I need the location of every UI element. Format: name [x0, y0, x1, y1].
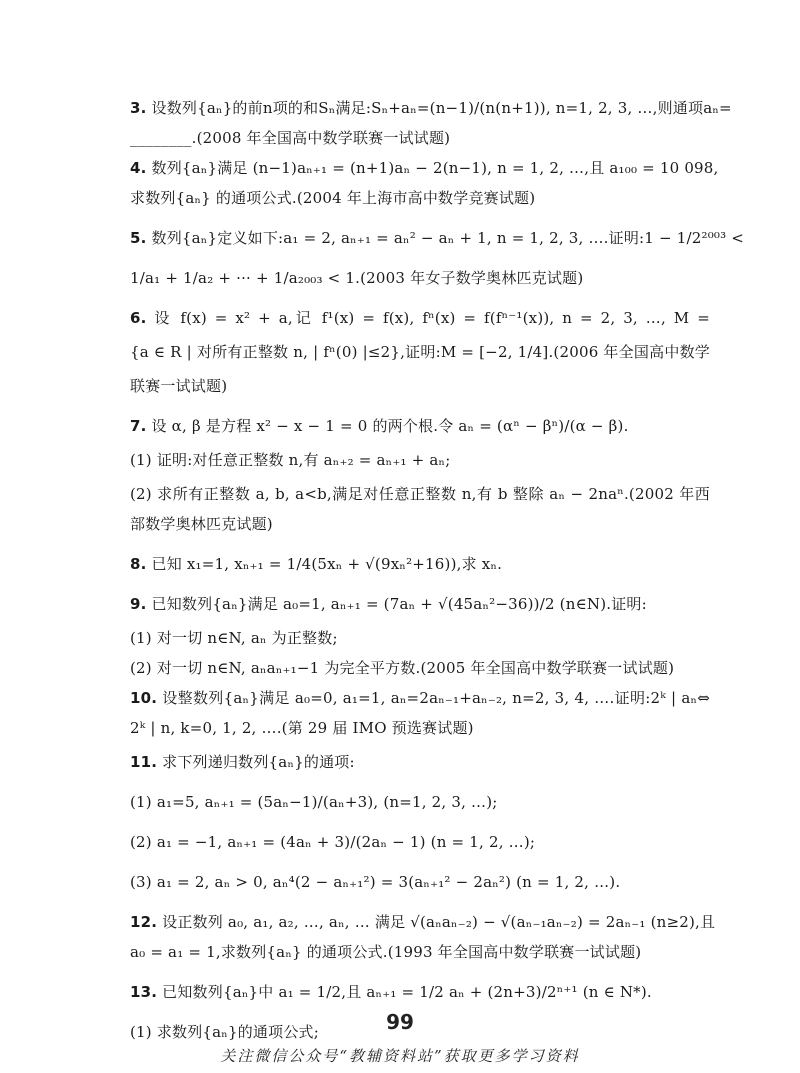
problem-text: 已知数列{aₙ}中 a₁ = 1/2,且 aₙ₊₁ = 1/2 aₙ + (2n+3)/2ⁿ⁺¹ (n ∈ N*). [162, 983, 652, 1001]
problem-6-line-1 [130, 308, 710, 328]
problem-8-line-1 [130, 554, 710, 574]
problem-7-part-1: (1) 证明:对任意正整数 n,有 aₙ₊₂ = aₙ₊₁ + aₙ; [130, 451, 451, 469]
problem-5-line-2: 1/a₁ + 1/a₂ + ··· + 1/a₂₀₀₃ < 1.(2003 年女子数学奥林匹克试题) [130, 269, 584, 287]
problem-number: 11. [130, 753, 158, 771]
footer-note: 关注微信公众号“教辅资料站”获取更多学习资料 [220, 1047, 580, 1065]
problem-7-line-1 [130, 416, 710, 436]
problem-list [130, 98, 745, 1042]
problem-text: 已知 x₁=1, xₙ₊₁ = 1/4(5xₙ + √(9xₙ²+16)),求 xₙ. [151, 555, 503, 573]
problem-10-line-2: 2ᵏ | n, k=0, 1, 2, ….(第 29 届 IMO 预选赛试题) [130, 719, 474, 737]
problem-number: 5. [130, 229, 147, 247]
problem-number: 6. [130, 309, 147, 327]
problem-3-line-1 [130, 98, 732, 118]
problem-text: 求下列递归数列{aₙ}的通项: [162, 753, 355, 771]
problem-text: 设 α, β 是方程 x² − x − 1 = 0 的两个根.令 aₙ = (αⁿ − βⁿ)/(α − β). [151, 417, 629, 435]
problem-number: 10. [130, 689, 158, 707]
problem-9-part-2: (2) 对一切 n∈N, aₙaₙ₊₁−1 为完全平方数.(2005 年全国高中数学联赛一试试题) [130, 659, 675, 677]
problem-5-line-1 [130, 228, 745, 248]
problem-4-line-1 [130, 158, 719, 178]
problem-number: 3. [130, 99, 147, 117]
problem-9-line-1 [130, 594, 710, 614]
problem-12-line-2: a₀ = a₁ = 1,求数列{aₙ} 的通项公式.(1993 年全国高中数学联赛一试试题) [130, 943, 642, 961]
problem-7-part-2-line-1: (2) 求所有正整数 a, b, a<b,满足对任意正整数 n,有 b 整除 aₙ − 2naⁿ.(2002 年西 [130, 485, 710, 503]
problem-12-line-1 [130, 912, 716, 932]
problem-7-part-2-line-2: 部数学奥林匹克试题) [130, 515, 273, 533]
problem-13-line-1 [130, 982, 710, 1002]
problem-4-line-2: 求数列{aₙ} 的通项公式.(2004 年上海市高中数学竞赛试题) [130, 189, 536, 207]
problem-number: 13. [130, 983, 158, 1001]
problem-number: 8. [130, 555, 147, 573]
problem-9-part-1: (1) 对一切 n∈N, aₙ 为正整数; [130, 629, 338, 647]
problem-text: 数列{aₙ}定义如下:a₁ = 2, aₙ₊₁ = aₙ² − aₙ + 1, n = 1, 2, 3, ….证明:1 − 1/2²⁰⁰³ < [151, 229, 745, 247]
problem-11-part-2: (2) a₁ = −1, aₙ₊₁ = (4aₙ + 3)/(2aₙ − 1) (n = 1, 2, …); [130, 833, 536, 851]
problem-10-line-1 [130, 688, 710, 708]
problem-13-part-1: (1) 求数列{aₙ}的通项公式; [130, 1023, 319, 1041]
problem-11-part-1: (1) a₁=5, aₙ₊₁ = (5aₙ−1)/(aₙ+3), (n=1, 2, 3, …); [130, 793, 498, 811]
problem-6-line-3: 联赛一试试题) [130, 377, 228, 395]
problem-11-line-1 [130, 752, 710, 772]
page-number: 99 [386, 1010, 414, 1034]
problem-number: 9. [130, 595, 147, 613]
problem-text: 设 f(x) = x² + a,记 f¹(x) = f(x), fⁿ(x) = f(fⁿ⁻¹(x)), n = 2, 3, …, M = [154, 309, 710, 327]
problem-3-line-2: ________.(2008 年全国高中数学联赛一试试题) [130, 129, 451, 147]
problem-number: 12. [130, 913, 158, 931]
problem-11-part-3: (3) a₁ = 2, aₙ > 0, aₙ⁴(2 − aₙ₊₁²) = 3(aₙ₊₁² − 2aₙ²) (n = 1, 2, …). [130, 873, 621, 891]
problem-number: 4. [130, 159, 147, 177]
problem-text: 设数列{aₙ}的前n项的和Sₙ满足:Sₙ+aₙ=(n−1)/(n(n+1)), n=1, 2, 3, …,则通项aₙ= [151, 99, 732, 117]
problem-number: 7. [130, 417, 147, 435]
problem-text: 已知数列{aₙ}满足 a₀=1, aₙ₊₁ = (7aₙ + √(45aₙ²−36))/2 (n∈N).证明: [151, 595, 647, 613]
problem-6-line-2: {a ∈ R | 对所有正整数 n, | fⁿ(0) |≤2},证明:M = [−2, 1/4].(2006 年全国高中数学 [130, 343, 710, 361]
problem-text: 数列{aₙ}满足 (n−1)aₙ₊₁ = (n+1)aₙ − 2(n−1), n = 1, 2, …,且 a₁₀₀ = 10 098, [151, 159, 719, 177]
problem-text: 设正数列 a₀, a₁, a₂, …, aₙ, … 满足 √(aₙaₙ₋₂) − √(aₙ₋₁aₙ₋₂) = 2aₙ₋₁ (n≥2),且 [162, 913, 716, 931]
problem-text: 设整数列{aₙ}满足 a₀=0, a₁=1, aₙ=2aₙ₋₁+aₙ₋₂, n=2, 3, 4, ….证明:2ᵏ | aₙ⇔ [162, 689, 710, 707]
